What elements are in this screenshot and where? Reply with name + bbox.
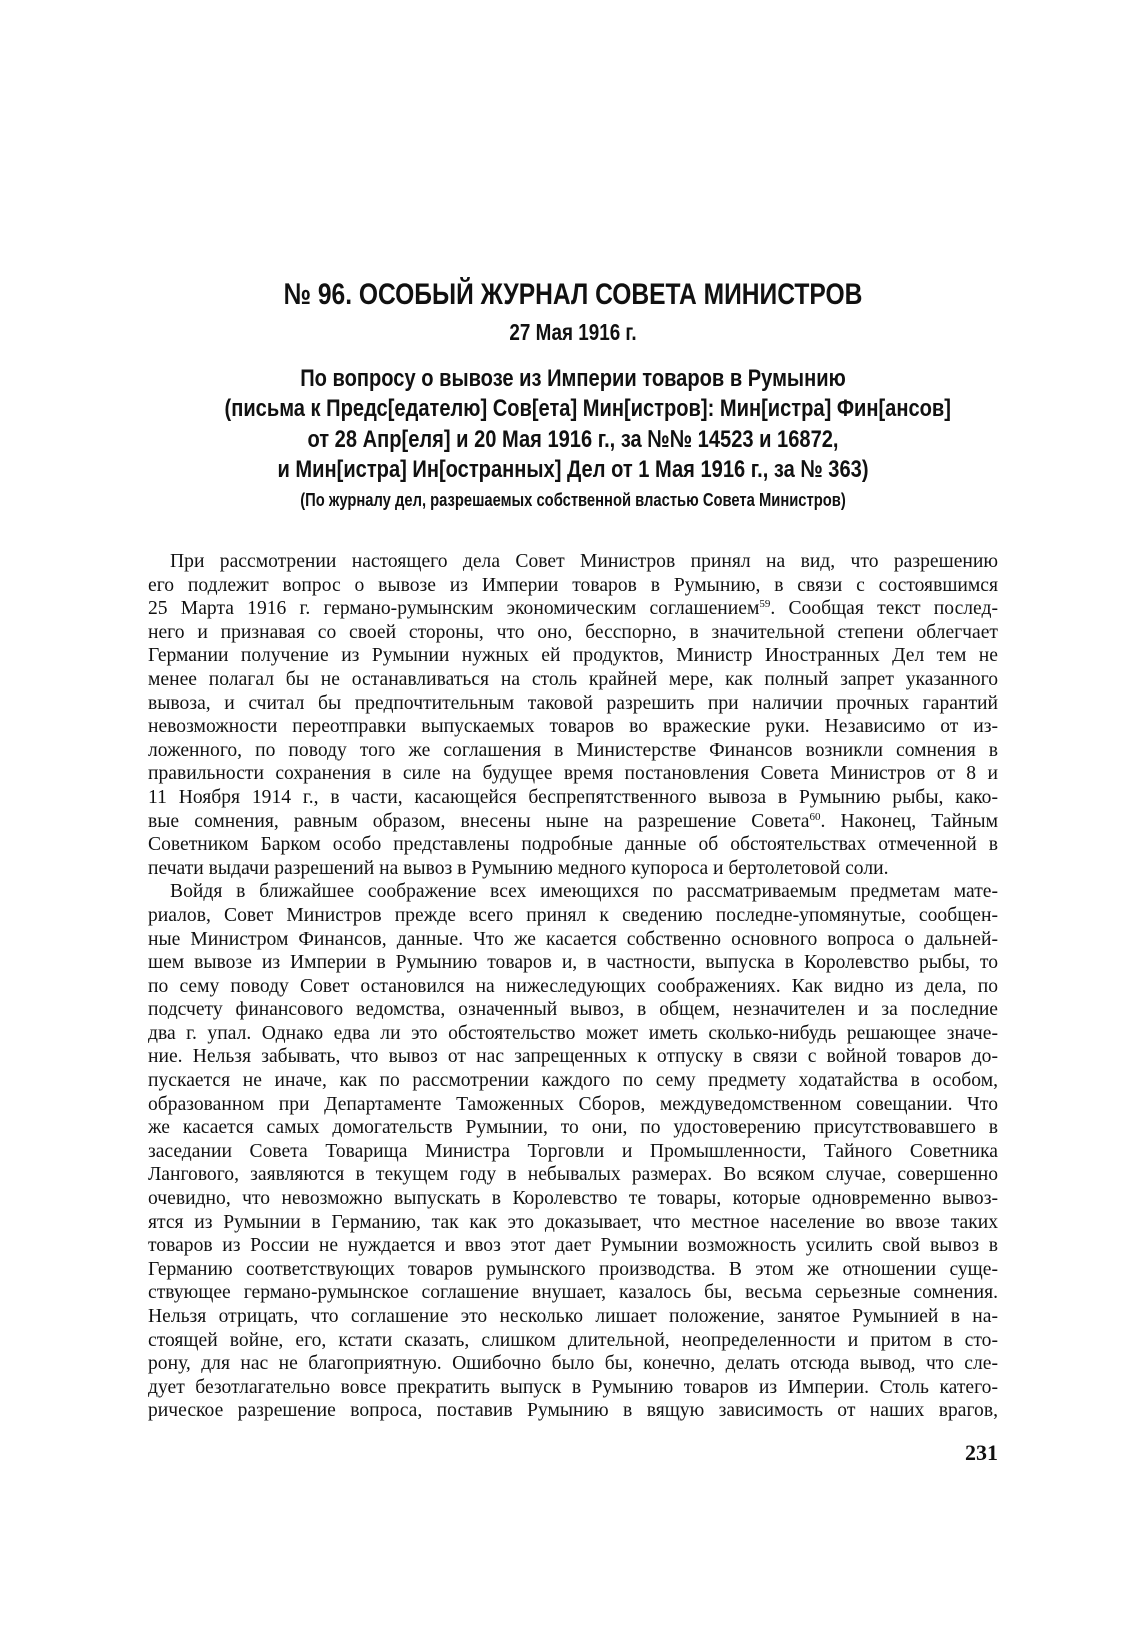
text-line [148,857,998,881]
text-line [148,1163,998,1187]
line-wrap: товаров из России не нуждается и ввоз этот дает Румынии возможность усилить свой вывоз в [148,1235,998,1257]
document-note: (По журналу дел, разрешаемых собственной властью Совета Министров) [300,490,846,510]
page-number: 231 [965,1440,998,1465]
text-line [148,928,998,952]
line-wrap: риалов, Совет Министров прежде всего принял к сведению последне-упомянутые, сообщен- [148,904,998,926]
text-line [148,762,998,786]
line-wrap [148,810,998,834]
text-line [148,1258,998,1282]
text-line-content: вые сомнения, равным образом, внесены ныне на разрешение Совета [148,810,810,832]
subject-line: и Мин[истра] Ин[остранных] Дел от 1 Мая 1916 г., за № 363) [277,455,869,483]
document-subject [224,364,951,485]
text-line [148,621,998,645]
line-wrap: по сему поводу Совет остановился на нижеследующих соображениях. Как видно из дела, по [148,975,998,997]
line-wrap: дует безотлагательно вовсе прекратить выпуск в Румынию товаров из Империи. Столь катего- [148,1376,998,1398]
line-wrap: печати выдачи разрешений на вывоз в Румынию медного купороса и бертолетовой соли. [148,857,889,879]
body-text [148,550,998,1423]
line-wrap: Германию соответствующих товаров румынского производства. В этом же отношении суще- [148,1258,998,1280]
text-line [148,1281,998,1305]
footnote-ref: 60 [809,810,821,823]
line-wrap: Советником Барком особо представлены подробные данные об обстоятельствах отмеченной в [148,834,998,856]
text-line [148,880,998,904]
text-line [148,692,998,716]
text-line [148,810,998,834]
text-line [148,550,998,574]
line-wrap: два г. упал. Однако едва ли это обстоятельство может иметь сколько-нибудь решающее значе- [148,1022,998,1044]
text-line [148,1022,998,1046]
text-line [148,739,998,763]
text-line [148,668,998,692]
line-wrap: ствующее германо-румынское соглашение внушает, казалось бы, весьма серьезные сомнения. [148,1282,998,1304]
line-wrap: правильности сохранения в силе на будущее время постановления Совета Министров от 8 и [148,763,998,785]
text-line [148,715,998,739]
line-wrap: ные Министром Финансов, данные. Что же касается собственно основного вопроса о дальней- [148,928,998,950]
footnote-ref: 59 [759,598,771,611]
line-wrap: 11 Ноября 1914 г., в части, касающейся беспрепятственного вывоза в Румынию рыбы, како- [148,786,998,808]
paragraph-1 [148,550,998,880]
text-line [148,904,998,928]
paragraph-2 [148,880,998,1423]
text-line-content: 25 Марта 1916 г. германо-румынским экономическим соглашением [148,598,760,620]
text-line [148,1376,998,1400]
line-wrap: стоящей войне, его, кстати сказать, слишком длительной, неопределенности и притом в сто- [148,1329,998,1351]
line-wrap: же касается самых домогательств Румынии, то они, по удостоверению присутствовавшего в [148,1117,998,1139]
line-wrap: подсчету финансового ведомства, означенный вывоз, в общем, незначителен и за последние [148,999,998,1021]
line-wrap: рическое разрешение вопроса, поставив Румынию в вящую зависимость от наших врагов, [148,1400,998,1422]
text-line [148,975,998,999]
subject-line: По вопросу о вывозе из Империи товаров в Румынию [300,365,846,392]
line-wrap: очевидно, что невозможно выпускать в Королевство те товары, которые одновременно вывоз- [148,1188,998,1210]
line-wrap: ложенного, по поводу того же соглашения в Министерстве Финансов возникли сомнения в [148,739,998,761]
text-line-content: При рассмотрении настоящего дела Совет Министров принял на вид, что разрешению [170,551,998,572]
subject-line: от 28 Апр[еля] и 20 Мая 1916 г., за №№ 14523 и 16872, [307,425,839,453]
text-line [148,833,998,857]
line-wrap: заседании Совета Товарища Министра Торговли и Промышленности, Тайного Советника [148,1140,998,1162]
line-wrap: Войдя в ближайшее соображение всех имеющихся по рассматриваемым предметам мате- [170,881,998,903]
line-wrap: Лангового, заявляются в текущем году в небывалых размерах. Во всяком случае, совершенно [148,1164,998,1186]
line-wrap: менее полагал бы не останавливаться на столь крайней мере, как полный запрет указанного [148,668,998,690]
line-wrap: его подлежит вопрос о вывозе из Империи товаров в Румынию, в связи с состоявшимся [148,574,998,596]
text-line [148,1234,998,1258]
text-line [148,574,998,598]
line-wrap [170,550,998,574]
text-line [148,1399,998,1423]
text-line [148,1069,998,1093]
line-wrap [148,597,998,621]
line-wrap: рону, для нас не благоприятную. Ошибочно было бы, конечно, делать отсюда вывод, что сле- [148,1353,998,1375]
line-wrap: невозможности переотправки выпускаемых товаров во вражеские руки. Независимо от из- [148,716,998,738]
text-line [148,1093,998,1117]
subject-line: (письма к Предс[едателю] Сов[ета] Мин[истров]: Мин[истра] Фин[ансов] [224,395,951,423]
text-line [148,951,998,975]
line-wrap: ние. Нельзя забывать, что вывоз от нас запрещенных к отпуску в связи с войной товаров до- [148,1046,998,1068]
line-wrap: шем вывозе из Империи в Румынию товаров и, в частности, выпуска в Королевство рыбы, то [148,952,998,974]
text-line [148,1352,998,1376]
text-line [148,1329,998,1353]
text-line [148,1211,998,1235]
line-wrap: пускается не иначе, как по рассмотрении каждого по сему предмету ходатайства в особом, [148,1070,998,1092]
line-wrap: него и признавая со своей стороны, что оно, бесспорно, в значительной степени облегчает [148,621,998,643]
text-line [148,1187,998,1211]
text-line [148,786,998,810]
line-wrap: вывоза, и считал бы предпочтительным таковой разрешить при наличии прочных гарантий [148,692,998,714]
text-line [148,597,998,621]
text-line [148,1305,998,1329]
text-line [148,1045,998,1069]
line-wrap: ятся из Румынии в Германию, так как это доказывает, что местное население во ввозе таких [148,1211,998,1233]
document-date: 27 Мая 1916 г. [509,319,637,345]
line-wrap: образованном при Департаменте Таможенных Сборов, междуведомственном совещании. Что [148,1093,998,1115]
text-line [148,998,998,1022]
text-line [148,644,998,668]
line-wrap: Нельзя отрицать, что соглашение это несколько лишает положение, занятое Румынией в на- [148,1306,998,1327]
line-wrap: Германии получение из Румынии нужных ей продуктов, Министр Иностранных Дел тем не [148,645,998,667]
text-line [148,1116,998,1140]
text-line-content: . Наконец, Тайным [820,810,998,832]
text-line-content: . Сообщая текст послед- [770,598,998,620]
document-title: № 96. ОСОБЫЙ ЖУРНАЛ СОВЕТА МИНИСТРОВ [283,278,863,311]
text-line [148,1140,998,1164]
